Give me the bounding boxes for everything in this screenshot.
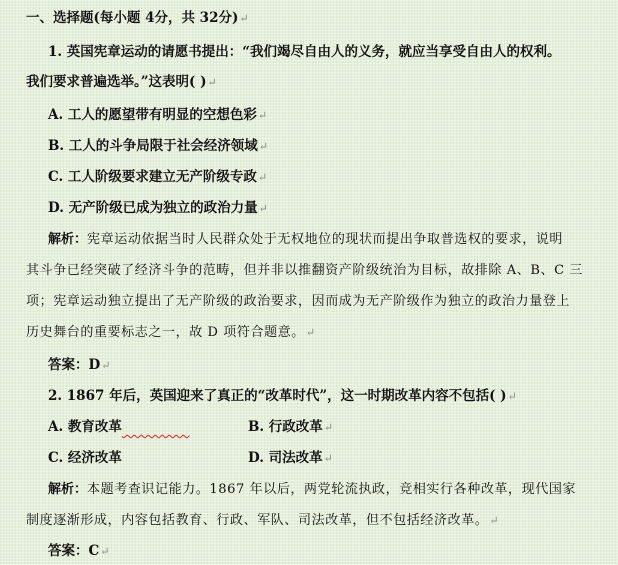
- q1-option-b: B. 工人的斗争局限于社会经济领域↵: [48, 138, 269, 154]
- paragraph-mark: ↵: [239, 12, 249, 25]
- q1-stem-line2: 我们要求普遍选举。”这表明( )↵: [26, 74, 217, 90]
- q2-options-row2: [48, 448, 608, 468]
- q1-stem-line1: 1. 英国宪章运动的请愿书提出：“我们竭尽自由人的义务，就应当享受自由人的权利。: [48, 44, 561, 60]
- q1-answer: 答案：D↵: [48, 357, 111, 373]
- q2-option-d: D. 司法改革↵: [248, 450, 333, 466]
- paragraph-mark: ↵: [489, 514, 500, 527]
- q1-analysis-line4: 历史舞台的重要标志之一，故 D 项符合题意。↵: [26, 325, 316, 340]
- q1-option-d: D. 无产阶级已成为独立的政治力量↵: [48, 200, 268, 216]
- q2-options-row1: [48, 417, 608, 437]
- q1-analysis-line3: 项；宪章运动独立提出了无产阶级的政治要求，因而成为无产阶级作为独立的政治力量登上: [26, 294, 571, 309]
- q1-option-c: C. 工人阶级要求建立无产阶级专政↵: [48, 169, 268, 185]
- spellcheck-underline: [122, 419, 190, 435]
- paragraph-mark: ↵: [257, 109, 268, 122]
- paragraph-mark: ↵: [207, 76, 217, 89]
- section-heading: 一、选择题(每小题 4分，共 32分)↵: [26, 10, 249, 26]
- paragraph-mark: ↵: [305, 326, 316, 339]
- paragraph-mark: ↵: [100, 545, 110, 558]
- paragraph-mark: ↵: [323, 452, 333, 465]
- q2-option-c: C. 经济改革: [48, 450, 122, 466]
- paragraph-mark: ↵: [507, 390, 517, 403]
- q1-analysis-line2: 其斗争已经突破了经济斗争的范畴，但并非以推翻资产阶级统治为目标，故排除 A、B、C 三: [26, 263, 583, 278]
- q2-analysis-line1: 解析：本题考查识记能力。1867 年以后，两党轮流执政，竞相实行各种改革，现代国家: [48, 482, 577, 497]
- paragraph-mark: ↵: [258, 140, 269, 153]
- paragraph-mark: ↵: [258, 202, 268, 215]
- paragraph-mark: ↵: [323, 421, 334, 434]
- q1-analysis-line1: 解析：宪章运动依据当时人民群众处于无权地位的现状而提出争取普选权的要求，说明: [48, 232, 564, 247]
- paragraph-mark: ↵: [101, 359, 111, 372]
- q2-option-a: A. 教育改革: [48, 419, 189, 435]
- paragraph-mark: ↵: [257, 171, 268, 184]
- q2-analysis-line2: 制度逐渐形成，内容包括教育、行政、军队、司法改革，但不包括经济改革。↵: [26, 513, 500, 528]
- q2-option-b: B. 行政改革↵: [248, 419, 334, 435]
- q2-stem: 2. 1867 年后，英国迎来了真正的“改革时代”，这一时期改革内容不包括( )↵: [48, 388, 517, 404]
- q1-option-a: A. 工人的愿望带有明显的空想色彩↵: [48, 107, 268, 123]
- q2-answer: 答案：C↵: [48, 543, 110, 559]
